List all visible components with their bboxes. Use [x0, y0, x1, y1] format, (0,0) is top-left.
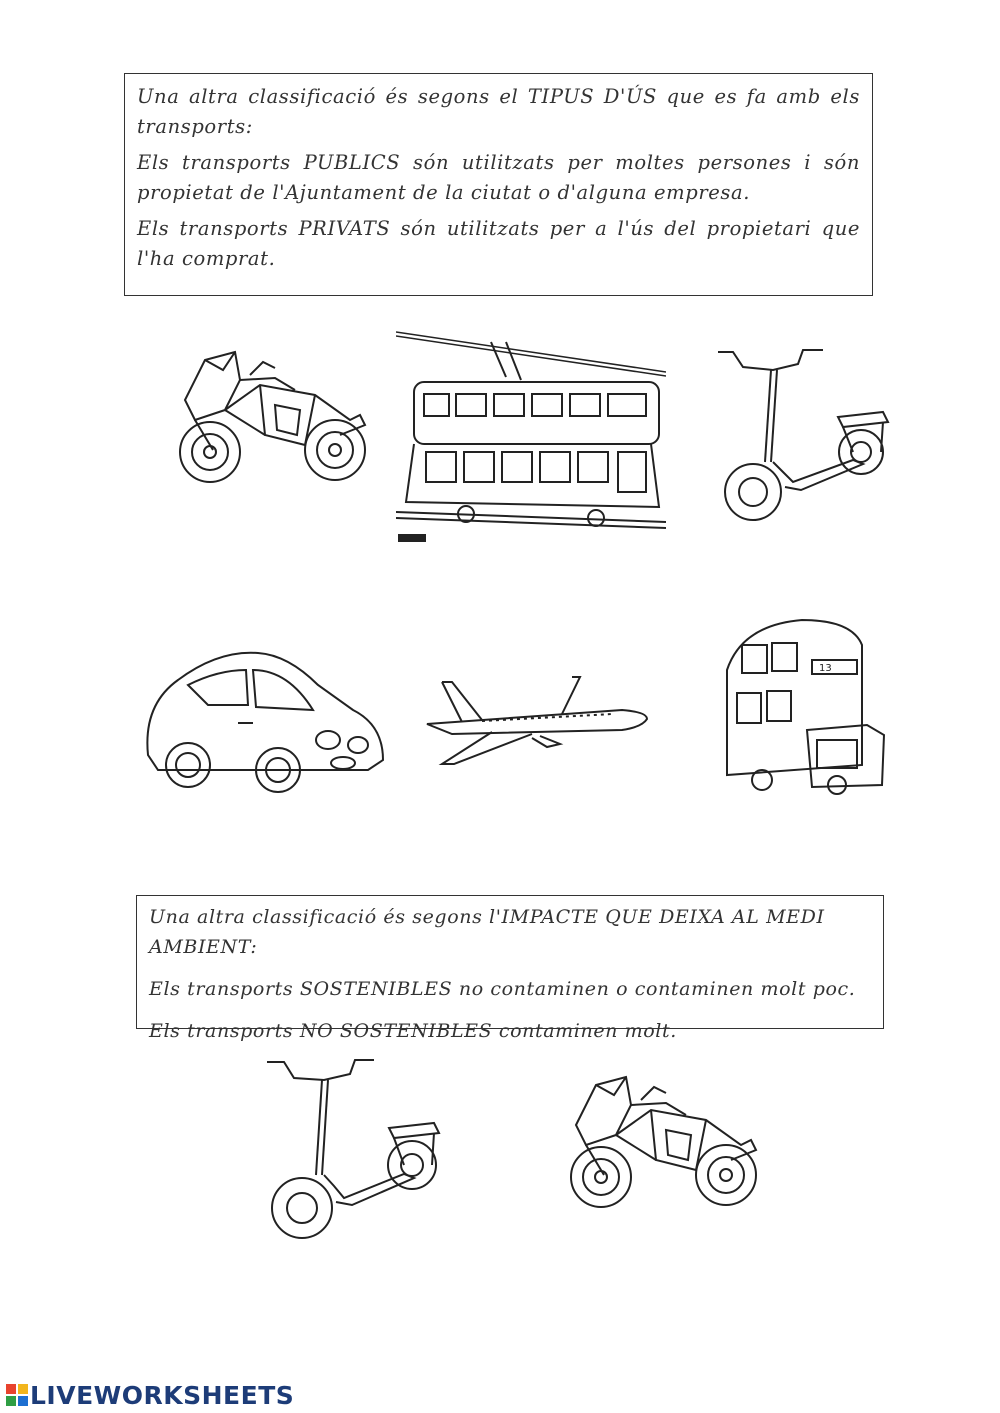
- impact-intro-text: Una altra classificació és segons l'IMPACTE QUE DEIXA AL MEDI AMBIENT:: [149, 906, 825, 958]
- liveworksheets-logo-icon: [6, 1384, 28, 1406]
- logo-text: LIVEWORKSHEETS: [30, 1380, 295, 1410]
- tram-image: [396, 322, 666, 547]
- double-decker-bus-image: [722, 615, 892, 795]
- sustainable-transport-text: Els transports SOSTENIBLES no contaminen o contaminen molt poc.: [149, 978, 856, 1000]
- usage-intro-text: Una altra classificació és segons el TIPUS D'ÚS que es fa amb els transports:: [137, 85, 860, 138]
- scooter-image-2: [262, 1050, 442, 1245]
- environmental-impact-box: [136, 895, 884, 1042]
- scooter-image: [713, 342, 893, 527]
- liveworksheets-logo: [6, 1380, 294, 1410]
- private-transport-text: Els transports PRIVATS són utilitzats per a l'ús del propietari que l'ha comprat.: [137, 217, 860, 270]
- public-transport-text: Els transports PUBLICS són utilitzats per moltes persones i són propietat de l'Ajuntament de la ciutat o d'alguna empresa.: [137, 151, 860, 204]
- motorcycle-image: [165, 340, 375, 500]
- airplane-image: [422, 672, 652, 772]
- not-sustainable-transport-text: Els transports NO SOSTENIBLES contaminen molt.: [149, 1020, 677, 1042]
- car-image: [138, 645, 388, 805]
- motorcycle-image-2: [556, 1065, 766, 1225]
- svg-text:13: 13: [819, 663, 832, 674]
- usage-classification-box: [124, 73, 873, 296]
